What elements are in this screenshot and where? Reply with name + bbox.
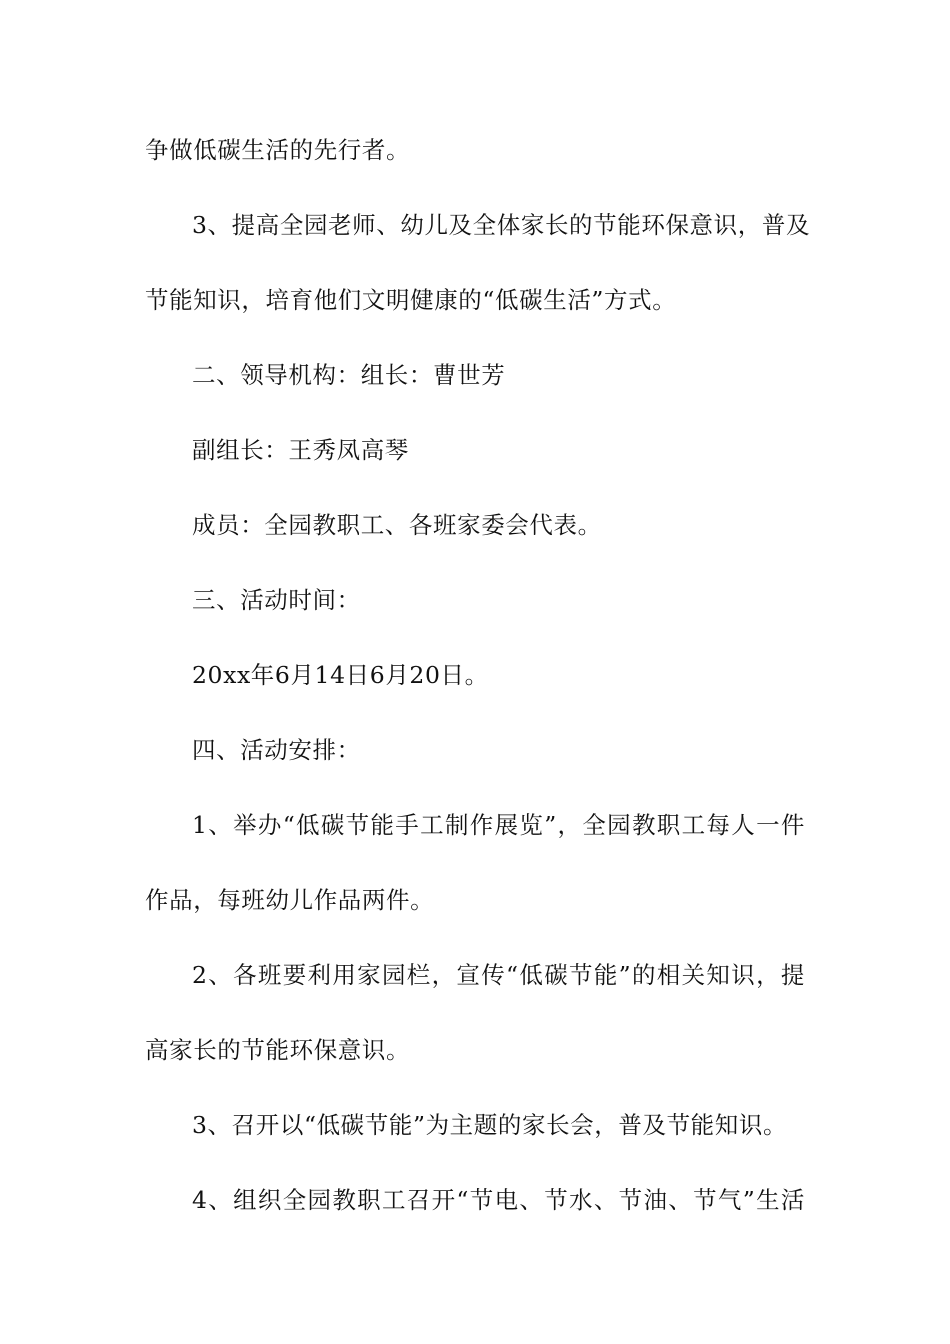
section-heading-time: 三、活动时间： — [192, 586, 361, 614]
paragraph-line-2: 3、提高全园老师、幼儿及全体家长的节能环保意识，普及 — [192, 211, 811, 239]
paragraph-line-item2a: 2、各班要利用家园栏，宣传“低碳节能”的相关知识，提 — [192, 961, 805, 989]
paragraph-line-item2b: 高家长的节能环保意识。 — [145, 1036, 411, 1064]
section-heading-leadership: 二、领导机构：组长：曹世芳 — [192, 361, 506, 389]
paragraph-line-deputy: 副组长：王秀凤高琴 — [192, 436, 409, 464]
paragraph-line-dates: 20xx年6月14日6月20日。 — [192, 661, 489, 689]
paragraph-line-item3: 3、召开以“低碳节能”为主题的家长会，普及节能知识。 — [192, 1111, 788, 1139]
paragraph-line-item1a: 1、举办“低碳节能手工制作展览”，全园教职工每人一件 — [192, 811, 805, 839]
paragraph-line-members: 成员：全园教职工、各班家委会代表。 — [192, 511, 602, 539]
paragraph-line-3: 节能知识，培育他们文明健康的“低碳生活”方式。 — [145, 286, 677, 314]
paragraph-line-item4: 4、组织全园教职工召开“节电、节水、节油、节气”生活 — [192, 1186, 805, 1214]
section-heading-arrangement: 四、活动安排： — [192, 736, 361, 764]
paragraph-line-item1b: 作品，每班幼儿作品两件。 — [145, 886, 435, 914]
paragraph-line-1: 争做低碳生活的先行者。 — [145, 136, 411, 164]
